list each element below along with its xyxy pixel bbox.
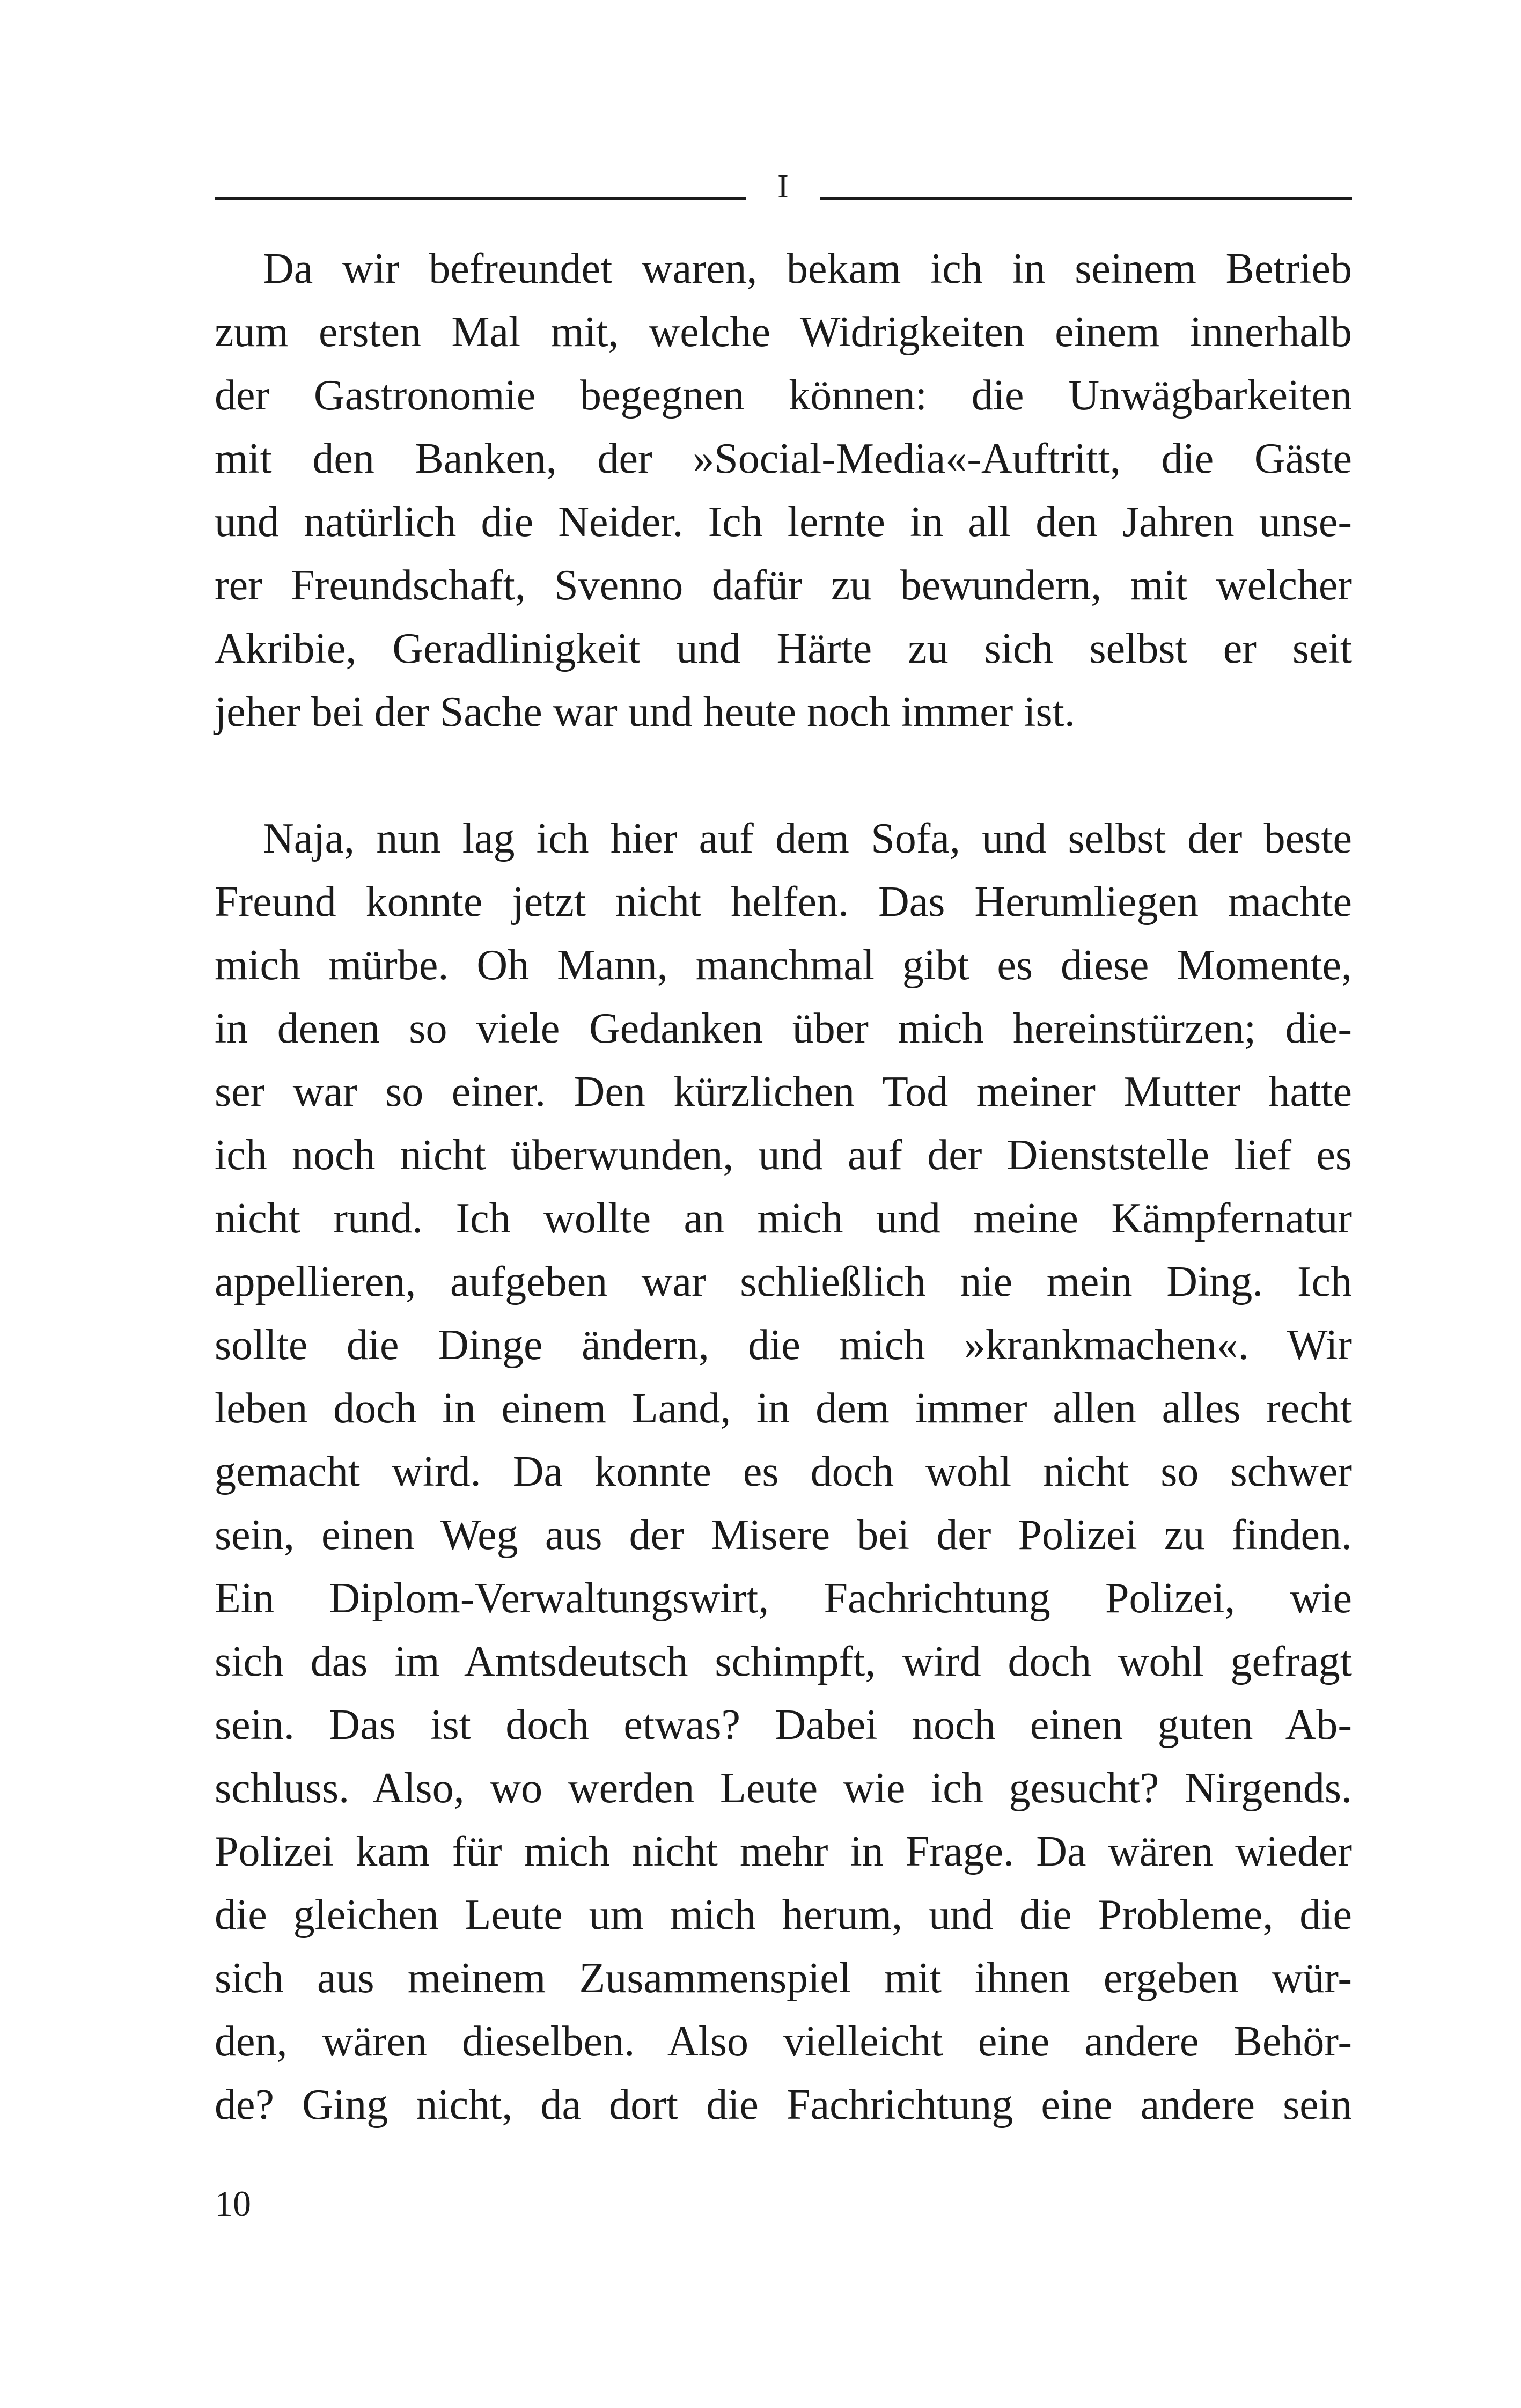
text-line: de? Ging nicht, da dort die Fachrichtung eine andere sein	[215, 2081, 1352, 2128]
text-line: rer Freundschaft, Svenno dafür zu bewundern, mit welcher	[215, 562, 1352, 609]
header-rule-right	[820, 197, 1352, 200]
text-line: sein, einen Weg aus der Misere bei der Polizei zu finden.	[215, 1511, 1352, 1559]
text-line: zum ersten Mal mit, welche Widrigkeiten einem innerhalb	[215, 309, 1352, 356]
paragraph-2	[215, 807, 1352, 2137]
chapter-header	[215, 170, 1352, 203]
text-line: mit den Banken, der »Social-Media«-Auftritt, die Gäste	[215, 435, 1352, 482]
text-line: Akribie, Geradlinigkeit und Härte zu sich selbst er seit	[215, 625, 1352, 672]
text-line: gemacht wird. Da konnte es doch wohl nicht so schwer	[215, 1448, 1352, 1495]
page-number: 10	[215, 2183, 251, 2224]
text-line: Naja, nun lag ich hier auf dem Sofa, und selbst der beste	[263, 815, 1352, 862]
text-line: Ein Diplom-Verwaltungswirt, Fachrichtung Polizei, wie	[215, 1575, 1352, 1622]
text-line: mich mürbe. Oh Mann, manchmal gibt es diese Momente,	[215, 942, 1352, 989]
text-line: Freund konnte jetzt nicht helfen. Das Herumliegen machte	[215, 878, 1352, 926]
text-line: schluss. Also, wo werden Leute wie ich gesucht? Nirgends.	[215, 1765, 1352, 1812]
text-line: die gleichen Leute um mich herum, und die Probleme, die	[215, 1891, 1352, 1939]
body-text	[215, 237, 1352, 2137]
text-line: und natürlich die Neider. Ich lernte in all den Jahren unse-	[215, 498, 1352, 546]
text-line: nicht rund. Ich wollte an mich und meine Kämpfernatur	[215, 1195, 1352, 1242]
chapter-numeral: I	[777, 168, 789, 205]
text-line: den, wären dieselben. Also vielleicht eine andere Behör-	[215, 2018, 1352, 2065]
text-line: in denen so viele Gedanken über mich hereinstürzen; die-	[215, 1005, 1352, 1052]
text-line: appellieren, aufgeben war schließlich nie mein Ding. Ich	[215, 1258, 1352, 1305]
text-line: sollte die Dinge ändern, die mich »krankmachen«. Wir	[215, 1322, 1352, 1369]
text-line: sein. Das ist doch etwas? Dabei noch einen guten Ab-	[215, 1701, 1352, 1749]
text-line: ich noch nicht überwunden, und auf der Dienststelle lief es	[215, 1132, 1352, 1179]
text-line: Polizei kam für mich nicht mehr in Frage. Da wären wieder	[215, 1828, 1352, 1875]
text-line: sich das im Amtsdeutsch schimpft, wird doch wohl gefragt	[215, 1638, 1352, 1685]
paragraph-1	[215, 237, 1352, 744]
text-line: Da wir befreundet waren, bekam ich in seinem Betrieb	[263, 245, 1352, 292]
header-rule-left	[215, 197, 746, 200]
text-line: der Gastronomie begegnen können: die Unwägbarkeiten	[215, 372, 1352, 419]
text-line: sich aus meinem Zusammenspiel mit ihnen ergeben wür-	[215, 1955, 1352, 2002]
text-line: leben doch in einem Land, in dem immer allen alles recht	[215, 1385, 1352, 1432]
text-line: jeher bei der Sache war und heute noch immer ist.	[215, 688, 1075, 736]
text-line: ser war so einer. Den kürzlichen Tod meiner Mutter hatte	[215, 1068, 1352, 1115]
